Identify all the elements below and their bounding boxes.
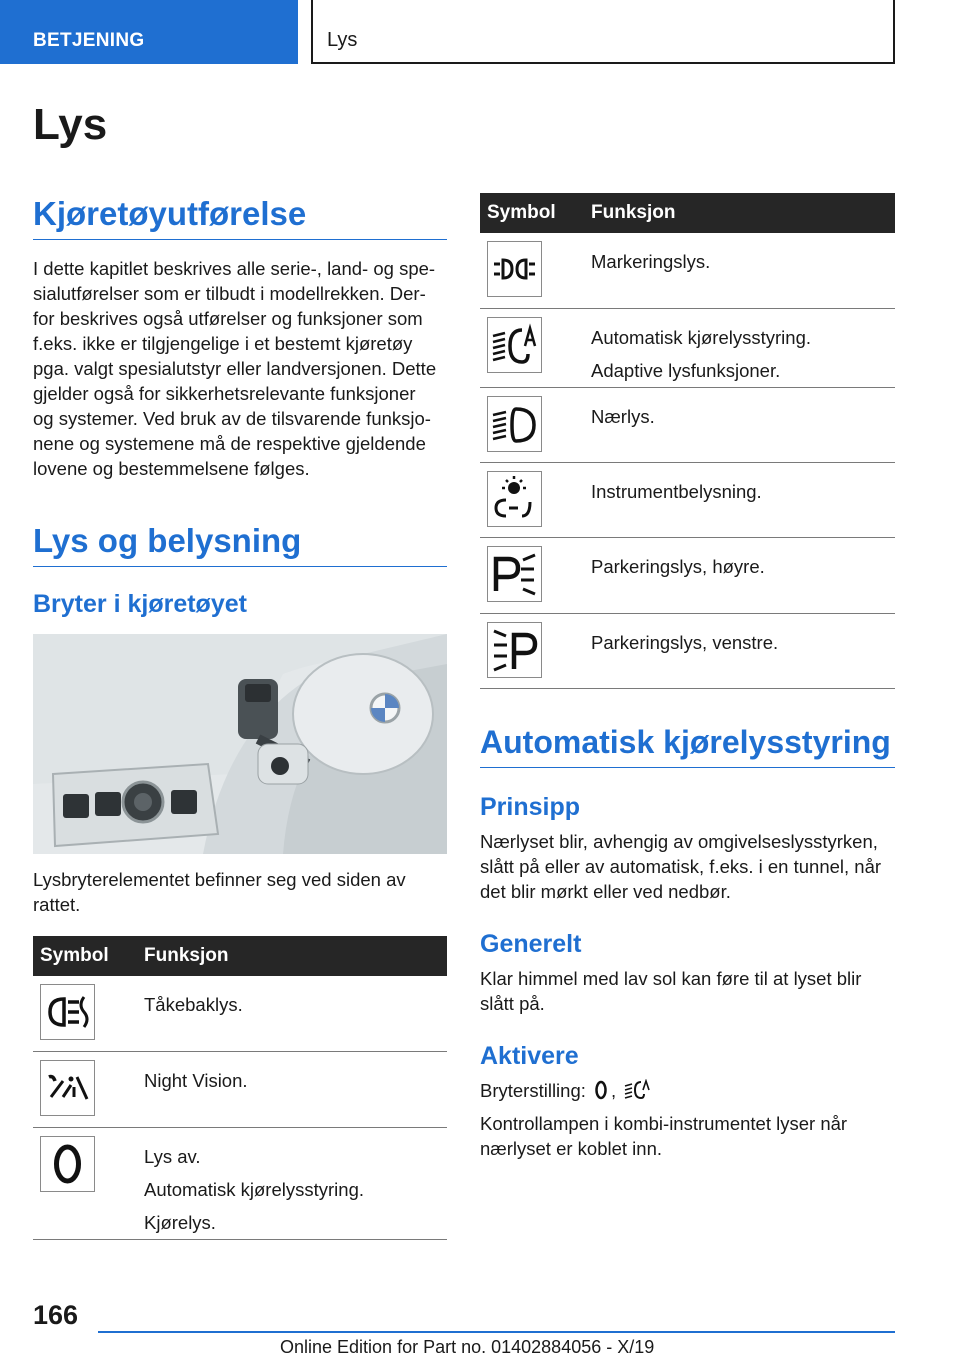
night-vision-icon — [40, 1060, 95, 1116]
activate-switch-line — [480, 1078, 900, 1107]
dashboard-illustration — [33, 634, 447, 854]
function-text: Nærlys. — [591, 405, 655, 427]
table-row — [480, 462, 895, 537]
text-line: gjelder også for sikkerhetsrelevante funksjoner — [33, 383, 416, 404]
function-text: Automatisk kjørelysstyring. — [144, 1178, 364, 1200]
activate-text — [480, 1111, 900, 1161]
header-chapter-label: Lys — [327, 29, 358, 51]
text-line: Nærlyset blir, avhengig av omgivelseslysstyrken, — [480, 831, 878, 852]
table-row — [480, 537, 895, 613]
heading-switch-in-vehicle: Bryter i kjøretøyet — [33, 590, 247, 618]
parking-light-right-icon — [487, 546, 542, 602]
heading-vehicle-version: Kjøretøyutførelse — [33, 195, 447, 240]
function-text: Kjørelys. — [144, 1211, 216, 1233]
switch-caption — [33, 867, 453, 917]
fog-light-icon — [40, 984, 95, 1040]
table-row — [33, 1127, 447, 1239]
text-line: for beskrives også utførelser og funksjoner som — [33, 308, 423, 329]
header-chapter-box — [311, 0, 895, 64]
text-line: nene og systemene må de respektive gjeldende — [33, 433, 426, 454]
parking-light-left-icon — [487, 622, 542, 678]
text-line: f.eks. ikke er tilgjengelige i et bestemt kjøretøy — [33, 333, 413, 354]
function-text: Lys av. — [144, 1145, 201, 1167]
text-line: pga. valgt spesialutstyr eller landversjonen. Dette — [33, 358, 437, 379]
header-section-label: BETJENING — [33, 30, 145, 51]
text-line: slått på. — [480, 993, 545, 1014]
table-row — [480, 613, 895, 688]
auto-headlight-icon — [487, 317, 542, 373]
function-text: Instrumentbelysning. — [591, 480, 762, 502]
function-text: Automatisk kjørelysstyring. — [591, 326, 811, 348]
text-line: slått på eller av automatisk, f.eks. i en tunnel, når — [480, 856, 882, 877]
auto-headlight-icon — [624, 1079, 652, 1107]
text-line: lovene og bestemmelsene følges. — [33, 458, 310, 479]
function-text: Markeringslys. — [591, 251, 711, 272]
heading-general: Generelt — [480, 930, 582, 958]
function-text: Tåkebaklys. — [144, 994, 243, 1015]
heading-lights-and-illumination: Lys og belysning — [33, 522, 447, 567]
table-row — [480, 308, 895, 387]
function-text: Parkeringslys, høyre. — [591, 555, 765, 577]
header-section-tab — [0, 0, 298, 64]
page-title: Lys — [33, 100, 108, 149]
text-line: og systemer. Ved bruk av de tilsvarende funksjo- — [33, 408, 431, 429]
footer-edition: Online Edition for Part no. 01402884056 - X/19 — [280, 1337, 655, 1357]
general-text — [480, 966, 900, 1016]
text-line: I dette kapitlet beskrives alle serie-, land- og spe- — [33, 258, 436, 279]
text-line: Klar himmel med lav sol kan føre til at lyset blir — [480, 968, 862, 989]
lights-off-zero-icon — [594, 1079, 608, 1107]
switch-position-label: Bryterstilling: — [480, 1080, 586, 1101]
column-header-function: Funksjon — [144, 936, 447, 976]
marker-light-icon — [487, 241, 542, 297]
principle-text — [480, 829, 900, 904]
column-header-symbol: Symbol — [480, 193, 591, 233]
table-row — [33, 1051, 447, 1127]
instrument-lighting-icon — [487, 471, 542, 527]
column-header-function: Funksjon — [591, 193, 895, 233]
text-line: det blir mørkt eller ved nedbør. — [480, 881, 731, 902]
text-line: rattet. — [33, 894, 81, 915]
page-number: 166 — [33, 1300, 79, 1330]
text-line: nærlyset er koblet inn. — [480, 1138, 663, 1159]
heading-principle: Prinsipp — [480, 793, 581, 821]
text-line: sialutførelser som er tilbudt i modellrekken. Der- — [33, 283, 426, 304]
text-line: Kontrollampen i kombi-instrumentet lyser når — [480, 1113, 848, 1134]
table-row — [33, 976, 447, 1051]
text-line: Lysbryterelementet befinner seg ved siden av — [33, 869, 406, 890]
low-beam-icon — [487, 396, 542, 452]
symbol-table-right — [480, 193, 895, 689]
function-text: Adaptive lysfunksjoner. — [591, 359, 781, 381]
lights-off-zero-icon — [40, 1136, 95, 1192]
heading-activate: Aktivere — [480, 1042, 579, 1070]
function-text: Night Vision. — [144, 1069, 248, 1091]
function-text: Parkeringslys, venstre. — [591, 631, 779, 653]
vehicle-version-text — [33, 256, 453, 481]
footer-divider — [98, 1331, 895, 1333]
column-header-symbol: Symbol — [33, 936, 144, 976]
symbol-table-left — [33, 936, 447, 1240]
table-row — [480, 233, 895, 308]
separator-comma: , — [611, 1080, 617, 1101]
heading-automatic-headlight-control: Automatisk kjørelysstyring — [480, 724, 895, 768]
light-switch-photo — [33, 634, 447, 854]
table-row — [480, 387, 895, 462]
